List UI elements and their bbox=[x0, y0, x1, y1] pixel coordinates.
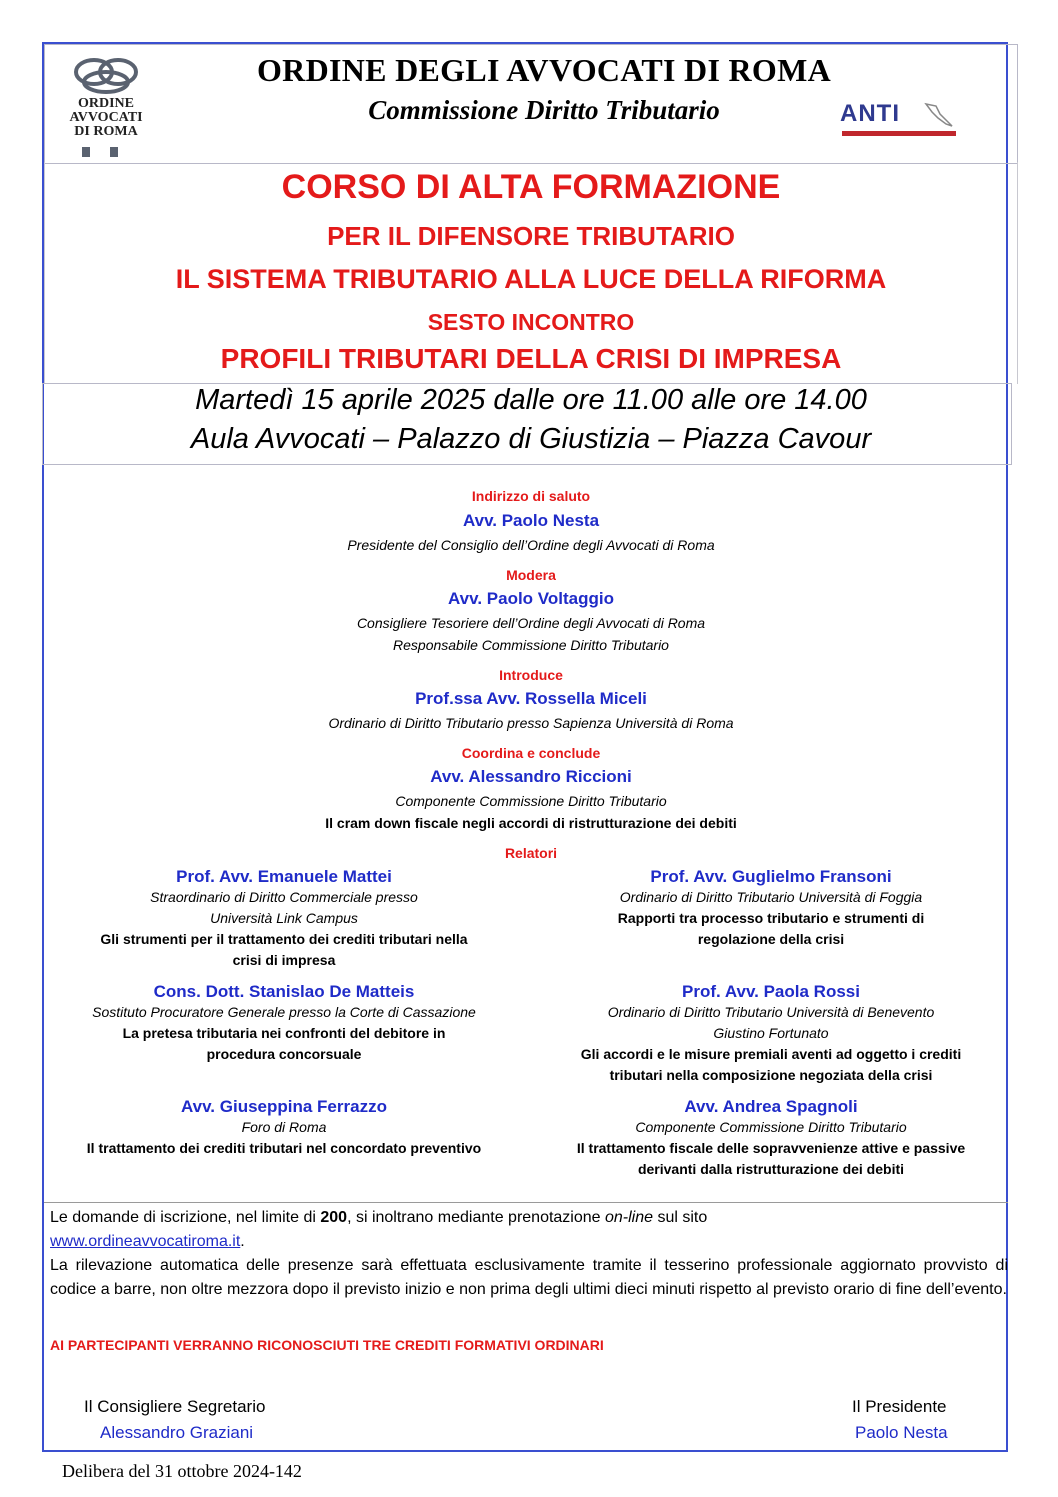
org-subtitle: Commissione Diritto Tributario bbox=[368, 95, 720, 125]
registration-text-c: sul sito bbox=[653, 1209, 708, 1226]
anti-logo bbox=[840, 100, 960, 146]
speaker-name: Prof. Avv. Paola Rossi bbox=[682, 982, 860, 1001]
speaker-name: Avv. Andrea Spagnoli bbox=[684, 1097, 858, 1116]
speaker-role: Sostituto Procuratore Generale presso la Corte di Cassazione bbox=[92, 1004, 476, 1020]
site-dot: . bbox=[240, 1233, 245, 1250]
speaker-topic: procedura concorsuale bbox=[206, 1046, 362, 1062]
speaker-role: Giustino Fortunato bbox=[713, 1025, 829, 1041]
site-link[interactable]: www.ordineavvocatiroma.it bbox=[50, 1233, 241, 1250]
italy-map-icon bbox=[918, 100, 958, 130]
speaker-name: Cons. Dott. Stanislao De Matteis bbox=[153, 982, 415, 1001]
speaker-role: Ordinario di Diritto Tributario Università di Benevento bbox=[607, 1004, 935, 1020]
title-line-5: PROFILI TRIBUTARI DELLA CRISI DI IMPRESA bbox=[220, 343, 842, 374]
registration-limit: 200 bbox=[320, 1209, 348, 1226]
saluto-label: Indirizzo di saluto bbox=[471, 488, 591, 504]
coordina-topic: Il cram down fiscale negli accordi di ristrutturazione dei debiti bbox=[325, 815, 737, 831]
introduce-role: Ordinario di Diritto Tributario presso Sapienza Università di Roma bbox=[328, 715, 734, 731]
speaker-right-1 bbox=[534, 866, 1008, 950]
anti-logo-word: ANTI bbox=[840, 100, 900, 127]
org-title: ORDINE DEGLI AVVOCATI DI ROMA bbox=[256, 52, 832, 88]
speaker-right-3 bbox=[534, 1096, 1008, 1180]
anti-logo-bar bbox=[842, 131, 956, 136]
saluto-role: Presidente del Consiglio dell’Ordine degli Avvocati di Roma bbox=[347, 537, 715, 553]
title-line-3: IL SISTEMA TRIBUTARIO ALLA LUCE DELLA RIFORMA bbox=[175, 264, 887, 294]
speaker-left-2 bbox=[44, 981, 524, 1065]
logo-text-line-1: ORDINE bbox=[77, 96, 134, 111]
speaker-topic: tributari nella composizione negoziata della crisi bbox=[609, 1067, 933, 1083]
signature-left-role: Il Consigliere Segretario bbox=[84, 1397, 266, 1416]
registration-text-b: , si inoltrano mediante prenotazione bbox=[347, 1209, 605, 1226]
introduce-label: Introduce bbox=[499, 667, 563, 683]
modera-name: Avv. Paolo Voltaggio bbox=[448, 589, 614, 608]
speaker-left-1 bbox=[44, 866, 524, 971]
speaker-topic: Rapporti tra processo tributario e strumenti di bbox=[617, 910, 925, 926]
speaker-topic: La pretesa tributaria nei confronti del debitore in bbox=[122, 1025, 446, 1041]
logo-text-line-3: DI ROMA bbox=[74, 124, 138, 139]
signature-right-role: Il Presidente bbox=[852, 1397, 947, 1416]
speaker-role: Università Link Campus bbox=[210, 910, 358, 926]
registration-info bbox=[50, 1206, 1008, 1254]
speaker-right-2 bbox=[534, 981, 1008, 1086]
modera-role-2: Responsabile Commissione Diritto Tributario bbox=[393, 637, 669, 653]
title-line-1: CORSO DI ALTA FORMAZIONE bbox=[281, 168, 781, 206]
section-divider bbox=[44, 1202, 1008, 1203]
speaker-topic: Il trattamento fiscale delle sopravvenienze attive e passive bbox=[576, 1140, 966, 1156]
delibera-note: Delibera del 31 ottobre 2024-142 bbox=[62, 1461, 302, 1481]
speaker-name: Avv. Giuseppina Ferrazzo bbox=[181, 1097, 387, 1116]
coordina-label: Coordina e conclude bbox=[461, 745, 601, 761]
speaker-role: Componente Commissione Diritto Tributario bbox=[635, 1119, 907, 1135]
signature-left-name: Alessandro Graziani bbox=[100, 1423, 254, 1442]
event-date: Martedì 15 aprile 2025 dalle ore 11.00 alle ore 14.00 bbox=[195, 384, 867, 416]
coordina-role: Componente Commissione Diritto Tributario bbox=[395, 793, 667, 809]
speaker-role: Ordinario di Diritto Tributario Università di Foggia bbox=[619, 889, 923, 905]
speaker-left-3 bbox=[44, 1096, 524, 1159]
speaker-topic: Gli strumenti per il trattamento dei crediti tributari nella bbox=[100, 931, 468, 947]
title-line-4: SESTO INCONTRO bbox=[427, 309, 635, 335]
ordine-avvocati-logo bbox=[62, 56, 150, 162]
speaker-name: Prof. Avv. Emanuele Mattei bbox=[176, 867, 392, 886]
saluto-name: Avv. Paolo Nesta bbox=[462, 511, 600, 530]
speaker-role: Straordinario di Diritto Commerciale presso bbox=[150, 889, 418, 905]
introduce-name: Prof.ssa Avv. Rossella Miceli bbox=[415, 689, 647, 708]
credits-notice: AI PARTECIPANTI VERRANNO RICONOSCIUTI TRE CREDITI FORMATIVI ORDINARI bbox=[50, 1337, 604, 1353]
registration-online: on-line bbox=[605, 1209, 654, 1226]
speaker-topic: derivanti dalla ristrutturazione dei debiti bbox=[637, 1161, 905, 1177]
speaker-topic: Il trattamento dei crediti tributari nel concordato preventivo bbox=[86, 1140, 482, 1156]
speaker-topic: regolazione della crisi bbox=[697, 931, 845, 947]
modera-label: Modera bbox=[506, 567, 556, 583]
coordina-name: Avv. Alessandro Riccioni bbox=[430, 767, 632, 786]
speaker-name: Prof. Avv. Guglielmo Fransoni bbox=[650, 867, 892, 886]
registration-text-a: Le domande di iscrizione, nel limite di bbox=[50, 1209, 321, 1226]
speaker-topic: Gli accordi e le misure premiali aventi ad oggetto i crediti bbox=[580, 1046, 962, 1062]
relatori-label: Relatori bbox=[504, 845, 558, 861]
attendance-info: La rilevazione automatica delle presenze sarà effettuata esclusivamente tramite il tesserino professionale aggiornato provvisto di codice a barre, non oltre mezzora dopo il previsto inizio e non prima degli ultimi dieci minuti rispetto al previsto orario di fine dell’evento. bbox=[50, 1257, 1008, 1298]
event-place: Aula Avvocati – Palazzo di Giustizia – Piazza Cavour bbox=[190, 423, 872, 455]
logo-text-line-2: AVVOCATI bbox=[69, 110, 143, 125]
modera-role-1: Consigliere Tesoriere dell’Ordine degli Avvocati di Roma bbox=[356, 615, 706, 631]
title-line-2: PER IL DIFENSORE TRIBUTARIO bbox=[327, 221, 735, 251]
speaker-role: Foro di Roma bbox=[241, 1119, 327, 1135]
signature-right-name: Paolo Nesta bbox=[855, 1423, 948, 1442]
speaker-topic: crisi di impresa bbox=[232, 952, 336, 968]
